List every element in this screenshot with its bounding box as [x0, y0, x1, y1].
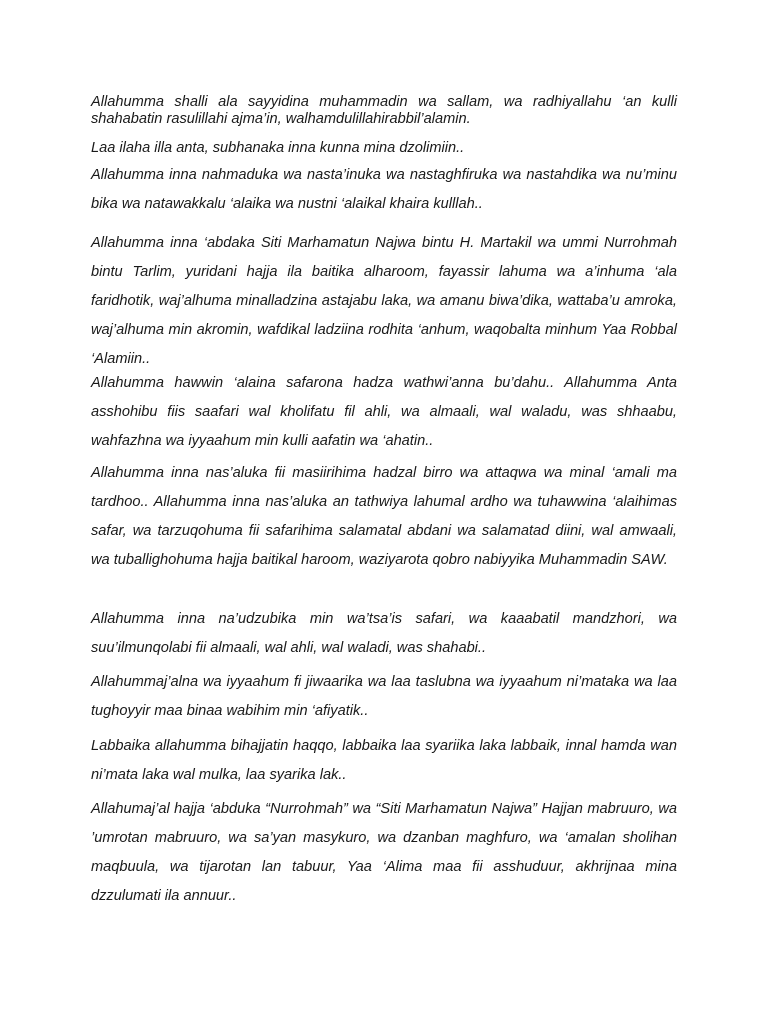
paragraph-talbiyah: Labbaika allahumma bihajjatin haqqo, labbaika laa syariika laka labbaik, innal hamda wan ni’mata laka wal mulka, laa syarika lak..: [91, 738, 677, 783]
paragraph-hamd: Allahumma inna nahmaduka wa nasta’inuka wa nastaghfiruka wa nastahdika wa nu’minu bika wa natawakkalu ‘alaika wa nustni ‘alaikal khaira kulllah..: [91, 167, 677, 212]
paragraph-doa-birro: Allahumma inna nas’aluka fii masiirihima hadzal birro wa attaqwa wa minal ‘amali ma tardhoo.. Allahumma inna nas’aluka an tathwiya lahumal ardho wa tuhawwina ‘alaihimas safar, wa tarzuqohuma fii safarihima salamatal abdani wa salamatad diini, wal amwaali, wa tuballighohuma hajja baitikal haroom, waziyarota qobro nabiyyika Muhammadin SAW.: [91, 465, 677, 568]
paragraph-tasbih: Laa ilaha illa anta, subhanaka inna kunna mina dzolimiin..: [91, 140, 465, 156]
paragraph-jiwaar: Allahummaj’alna wa iyyaahum fi jiwaarika wa laa taslubna wa iyyaahum ni’mataka wa laa tughoyyir maa binaa wabihim min ‘afiyatik..: [91, 674, 677, 719]
paragraph-doa-safar: Allahumma hawwin ‘alaina safarona hadza wathwi’anna bu’dahu.. Allahumma Anta asshohibu fiis saafari wal kholifatu fil ahli, wa almaali, wal waladu, was shhaabu, wahfazhna wa iyyaahum min kulli aafatin wa ‘ahatin..: [91, 375, 677, 449]
paragraph-doa-hajji: Allahumma inna ‘abdaka Siti Marhamatun Najwa bintu H. Martakil wa ummi Nurrohmah bintu Tarlim, yuridani hajja ila baitika alharoom, fayassir lahuma wa a’inhuma ‘ala faridhotik, waj’alhuma minalladzina astajabu laka, wa amanu biwa’dika, wattaba’u amroka, waj’alhuma min akromin, wafdikal ladziina rodhita ‘anhum, waqobalta minhum Yaa Robbal ‘Alamiin..: [91, 235, 677, 367]
paragraph-shalawat: Allahumma shalli ala sayyidina muhammadin wa sallam, wa radhiyallahu ‘an kulli shahabatin rasulillahi ajma’in, walhamdulillahirabbil’alamin.: [91, 94, 677, 127]
paragraph-taawudz: Allahumma inna na’udzubika min wa’tsa’is safari, wa kaaabatil mandzhori, wa suu’ilmunqolabi fii almaali, wal ahli, wal waladi, was shahabi..: [91, 611, 677, 656]
paragraph-hajj-mabrur: Allahumaj’al hajja ‘abduka “Nurrohmah” wa “Siti Marhamatun Najwa” Hajjan mabruuro, wa ’umrotan mabruuro, wa sa’yan masykuro, wa dzanban maghfuro, wa ‘amalan sholihan maqbuula, wa tijarotan lan tabuur, Yaa ‘Alima maa fii asshuduur, akhrijnaa mina dzzulumati ila annuur..: [91, 801, 677, 904]
